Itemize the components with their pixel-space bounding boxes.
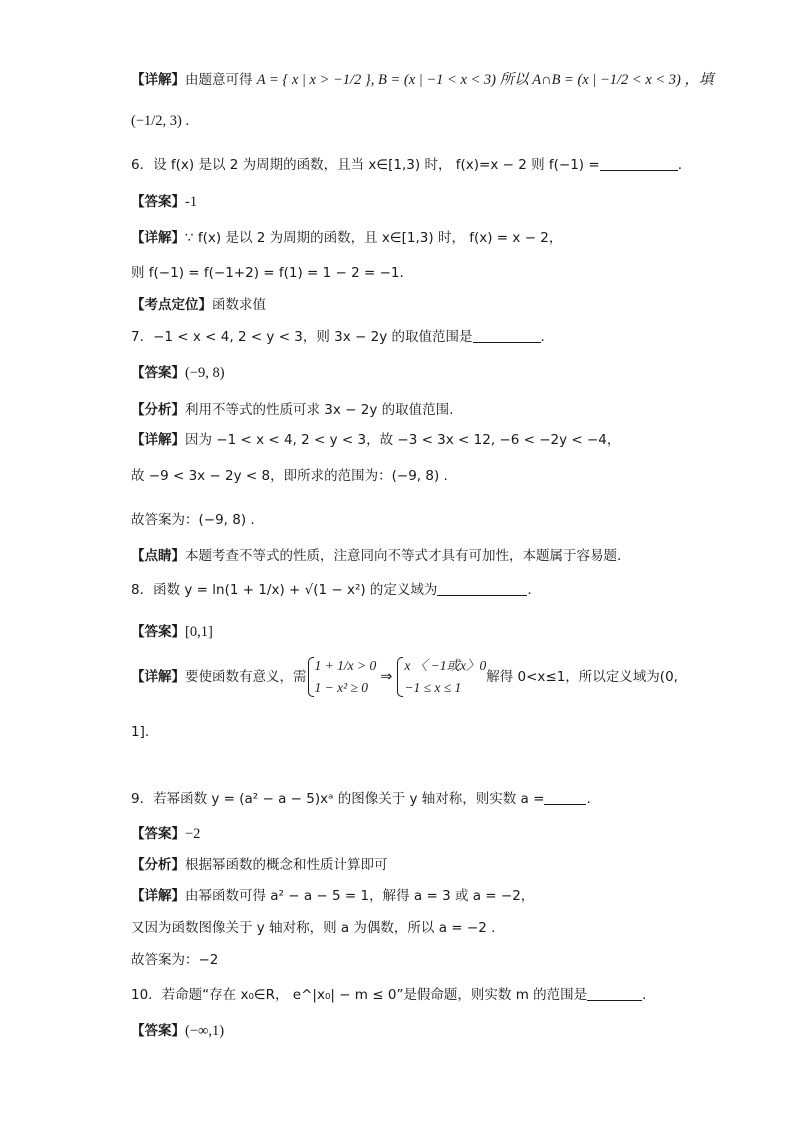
q9-stem-text: 9．若幂函数 y = (a² − a − 5)xᵃ 的图像关于 y 轴对称，则实数 a = bbox=[131, 791, 545, 807]
q10-stem: 10．若命题“存在 x₀∈R， e^|x₀| − m ≤ 0”是假命题，则实数 m 的范围是 . bbox=[131, 987, 647, 1003]
q8-tail: 1]. bbox=[131, 724, 150, 740]
q5-set-b: , B = (x | −1 < x < 3) 所以 A∩B = (x | −1/2 < x < 3) ，填 bbox=[370, 72, 714, 88]
q7-analysis-line bbox=[131, 400, 453, 420]
analysis-label: 【分析】 bbox=[131, 402, 185, 418]
detail-label: 【详解】 bbox=[131, 669, 185, 685]
q8-detail-pre: 要使函数有意义，需 bbox=[185, 669, 307, 685]
q6-answer-blank bbox=[600, 156, 678, 171]
q8-stem: 8．函数 y = ln(1 + 1/x) + √(1 − x²) 的定义域为 . bbox=[131, 582, 532, 598]
implies-symbol: ⇒ bbox=[380, 669, 393, 685]
q8-system-1 bbox=[307, 655, 377, 699]
q6-stem-text: 6．设 f(x) 是以 2 为周期的函数，且当 x∈[1,3) 时， f(x)=x − 2 则 f(−1) = bbox=[131, 157, 600, 173]
q9-detail: 由幂函数可得 a² − a − 5 = 1，解得 a = 3 或 a = −2， bbox=[185, 888, 535, 904]
q9-detail2: 又因为函数图像关于 y 轴对称，则 a 为偶数，所以 a = −2 . bbox=[131, 920, 496, 936]
q5-detail-text: 由题意可得 bbox=[185, 72, 253, 88]
answer-label: 【答案】 bbox=[131, 826, 185, 842]
q5-set-a: A = { x | x > −1/2 } bbox=[256, 72, 371, 88]
q7-analysis: 利用不等式的性质可求 3x − 2y 的取值范围. bbox=[185, 402, 454, 418]
q7-answer: (−9, 8) bbox=[185, 365, 225, 381]
q9-detail-line bbox=[131, 886, 534, 906]
q5-fill: (−1/2, 3) . bbox=[131, 113, 190, 129]
q7-detail2: 故 −9 < 3x − 2y < 8，即所求的范围为：(−9, 8) . bbox=[131, 468, 448, 484]
q7-detail3: 故答案为：(−9, 8) . bbox=[131, 512, 255, 528]
q9-answer-blank bbox=[544, 790, 586, 805]
detail-label: 【详解】 bbox=[131, 432, 185, 448]
q6-stem: 6．设 f(x) 是以 2 为周期的函数，且当 x∈[1,3) 时， f(x)=x − 2 则 f(−1) = . bbox=[131, 157, 682, 173]
q8-sys1-row2: 1 − x² ≥ 0 bbox=[314, 680, 369, 695]
q7-comment-line bbox=[131, 546, 621, 566]
q7-detail-line3 bbox=[131, 510, 255, 530]
answer-label: 【答案】 bbox=[131, 365, 185, 381]
q7-comment: 本题考查不等式的性质，注意同向不等式才具有可加性，本题属于容易题. bbox=[185, 548, 622, 564]
answer-label: 【答案】 bbox=[131, 194, 185, 210]
q10-answer: (−∞,1) bbox=[185, 1023, 225, 1039]
q7-answer-blank bbox=[473, 328, 541, 343]
kp-label: 【考点定位】 bbox=[131, 297, 212, 313]
q6-kp-line bbox=[131, 295, 266, 315]
q6-detail-line2 bbox=[131, 263, 404, 283]
answer-label: 【答案】 bbox=[131, 624, 185, 640]
q7-detail-line2 bbox=[131, 466, 448, 486]
q9-detail-line3 bbox=[131, 950, 218, 970]
q9-analysis: 根据幂函数的概念和性质计算即可 bbox=[185, 857, 388, 873]
q5-detail-line bbox=[131, 70, 714, 90]
q7-stem-text: 7．−1 < x < 4, 2 < y < 3，则 3x − 2y 的取值范围是 bbox=[131, 329, 473, 345]
q10-answer-blank bbox=[587, 986, 642, 1001]
q5-fill-line bbox=[131, 111, 189, 131]
q8-sys2-row2: −1 ≤ x ≤ 1 bbox=[404, 680, 462, 695]
q8-stem-text: 8．函数 y = ln(1 + 1/x) + √(1 − x²) 的定义域为 bbox=[131, 582, 438, 598]
q9-detail3: 故答案为：−2 bbox=[131, 952, 219, 968]
detail-label: 【详解】 bbox=[131, 888, 185, 904]
q8-system-2 bbox=[396, 655, 486, 699]
q6-answer: -1 bbox=[185, 194, 198, 210]
q9-answer-line bbox=[131, 824, 200, 844]
q6-detail2: 则 f(−1) = f(−1+2) = f(1) = 1 − 2 = −1. bbox=[131, 265, 404, 281]
q6-kp: 函数求值 bbox=[212, 297, 266, 313]
q8-sys2-row1: x 〈 −1或x〉0 bbox=[404, 658, 487, 673]
q8-answer-blank bbox=[437, 581, 527, 596]
q8-detail-line bbox=[131, 655, 678, 699]
q8-sys1-row1: 1 + 1/x > 0 bbox=[314, 658, 377, 673]
q8-answer: [0,1] bbox=[185, 624, 213, 640]
q7-answer-line bbox=[131, 363, 225, 383]
q6-detail-line bbox=[131, 228, 562, 248]
q7-stem: 7．−1 < x < 4, 2 < y < 3，则 3x − 2y 的取值范围是 . bbox=[131, 329, 545, 345]
q8-tail-line bbox=[131, 722, 149, 742]
detail-label: 【详解】 bbox=[131, 230, 185, 246]
q9-detail-line2 bbox=[131, 918, 495, 938]
q9-answer: −2 bbox=[185, 826, 201, 842]
q7-detail-line bbox=[131, 430, 620, 450]
analysis-label: 【分析】 bbox=[131, 857, 185, 873]
comment-label: 【点睛】 bbox=[131, 548, 185, 564]
q9-stem: 9．若幂函数 y = (a² − a − 5)xᵃ 的图像关于 y 轴对称，则实数 a = . bbox=[131, 791, 591, 807]
q6-answer-line bbox=[131, 192, 197, 212]
q6-detail: ∵ f(x) 是以 2 为周期的函数，且 x∈[1,3) 时， f(x) = x − 2， bbox=[185, 230, 563, 246]
detail-label: 【详解】 bbox=[131, 72, 185, 88]
answer-label: 【答案】 bbox=[131, 1023, 185, 1039]
q9-analysis-line bbox=[131, 855, 388, 875]
q8-answer-line bbox=[131, 622, 213, 642]
q7-detail: 因为 −1 < x < 4, 2 < y < 3，故 −3 < 3x < 12, −6 < −2y < −4， bbox=[185, 432, 621, 448]
q10-stem-text: 10．若命题“存在 x₀∈R， e^|x₀| − m ≤ 0”是假命题，则实数 m 的范围是 bbox=[131, 987, 588, 1003]
q10-answer-line bbox=[131, 1021, 224, 1041]
q8-detail-post: 解得 0<x≤1，所以定义域为(0, bbox=[486, 669, 678, 685]
